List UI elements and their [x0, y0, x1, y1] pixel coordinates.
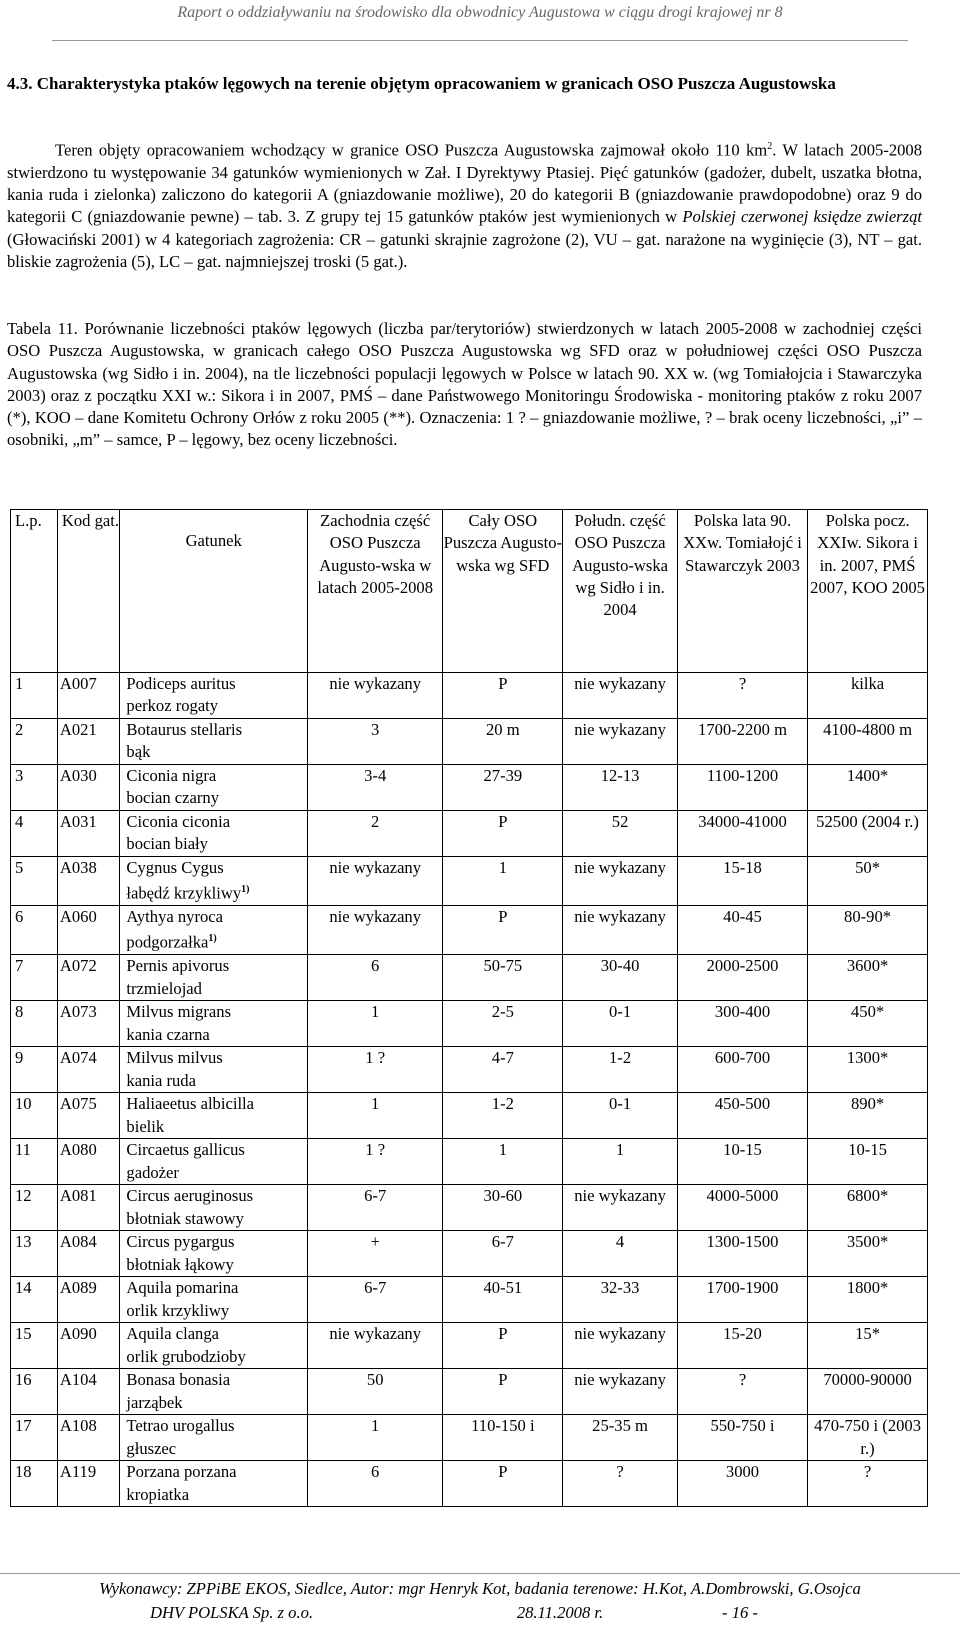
book-title: Polskiej czerwonej księdze zwierząt — [682, 207, 923, 227]
cell-lp: 14 — [11, 1277, 58, 1323]
polish-name — [126, 1438, 307, 1460]
cell-kod: A038 — [57, 857, 120, 906]
cell-zachodnia: + — [307, 1231, 442, 1277]
table-header-row — [11, 510, 928, 673]
latin-name: Podiceps auritus — [126, 674, 236, 693]
cell-caly-oso: 6-7 — [443, 1231, 563, 1277]
polish-name-text: kania czarna — [126, 1024, 210, 1044]
cell-poludniowa: 32-33 — [563, 1277, 678, 1323]
cell-lp: 6 — [11, 906, 58, 955]
latin-name: Cygnus Cygus — [126, 858, 224, 877]
cell-gatunek — [120, 1277, 308, 1323]
cell-polska-xxi: 15* — [808, 1323, 928, 1369]
cell-caly-oso: P — [443, 673, 563, 719]
polish-name-text: błotniak łąkowy — [126, 1254, 234, 1274]
cell-poludniowa: 30-40 — [563, 955, 678, 1001]
cell-lp: 8 — [11, 1001, 58, 1047]
polish-name — [126, 1346, 307, 1368]
latin-name: Aquila pomarina — [126, 1278, 239, 1298]
cell-polska-90: 15-20 — [677, 1323, 807, 1369]
cell-caly-oso: P — [443, 906, 563, 955]
cell-polska-xxi: 3600* — [808, 955, 928, 1001]
cell-caly-oso: P — [443, 811, 563, 857]
cell-polska-xxi: 4100-4800 m — [808, 719, 928, 765]
table-row — [11, 1001, 928, 1047]
cell-zachodnia: 3 — [307, 719, 442, 765]
cell-polska-90: 4000-5000 — [677, 1185, 807, 1231]
cell-caly-oso: 30-60 — [443, 1185, 563, 1231]
cell-polska-xxi: 470-750 i (2003 r.) — [808, 1415, 928, 1461]
cell-polska-90: 40-45 — [677, 906, 807, 955]
table-row — [11, 857, 928, 906]
cell-polska-xxi: 70000-90000 — [808, 1369, 928, 1415]
cell-polska-xxi: 52500 (2004 r.) — [808, 811, 928, 857]
cell-kod: A090 — [57, 1323, 120, 1369]
polish-name-text: gadożer — [126, 1162, 179, 1182]
cell-poludniowa: 1-2 — [563, 1047, 678, 1093]
cell-poludniowa: nie wykazany — [563, 1369, 678, 1415]
footer-authors: Wykonawcy: ZPPiBE EKOS, Siedlce, Autor: mgr Henryk Kot, badania terenowe: H.Kot, A.Dombrowski, G.Osojca — [99, 1579, 861, 1598]
cell-kod: A104 — [57, 1369, 120, 1415]
polish-name — [126, 833, 307, 855]
cell-kod: A089 — [57, 1277, 120, 1323]
cell-gatunek — [120, 765, 308, 811]
cell-kod: A108 — [57, 1415, 120, 1461]
table-row — [11, 811, 928, 857]
header-lp: L.p. — [11, 510, 58, 673]
polish-name-text: orlik krzykliwy — [126, 1300, 230, 1320]
superscript: 2 — [767, 141, 773, 152]
cell-polska-90: 1100-1200 — [677, 765, 807, 811]
cell-zachodnia: 6 — [307, 1461, 442, 1507]
cell-gatunek — [120, 955, 308, 1001]
footer-date: 28.11.2008 r. — [516, 1603, 604, 1622]
polish-name-text: perkoz rogaty — [126, 696, 219, 716]
cell-caly-oso: 2-5 — [443, 1001, 563, 1047]
footnote-marker: 1) — [241, 884, 250, 896]
polish-name — [126, 787, 307, 809]
cell-polska-90: ? — [677, 1369, 807, 1415]
cell-poludniowa: nie wykazany — [563, 1323, 678, 1369]
cell-polska-xxi: 10-15 — [808, 1139, 928, 1185]
latin-name: Aquila clanga — [126, 1324, 220, 1344]
cell-lp: 3 — [11, 765, 58, 811]
cell-lp: 15 — [11, 1323, 58, 1369]
polish-name — [126, 695, 307, 717]
cell-gatunek — [120, 1461, 308, 1507]
cell-poludniowa: 25-35 m — [563, 1415, 678, 1461]
cell-polska-xxi: 80-90* — [808, 906, 928, 955]
cell-polska-xxi: 3500* — [808, 1231, 928, 1277]
cell-caly-oso: 27-39 — [443, 765, 563, 811]
cell-kod: A007 — [57, 673, 120, 719]
cell-polska-90: 1300-1500 — [677, 1231, 807, 1277]
cell-zachodnia: 1 — [307, 1093, 442, 1139]
cell-polska-xxi: 1800* — [808, 1277, 928, 1323]
cell-kod: A073 — [57, 1001, 120, 1047]
cell-zachodnia: nie wykazany — [307, 673, 442, 719]
polish-name — [126, 1254, 307, 1276]
section-title: 4.3. Charakterystyka ptaków lęgowych na terenie objętym opracowaniem w granicach OSO Puszcza Augustowska — [7, 74, 836, 93]
cell-lp: 2 — [11, 719, 58, 765]
cell-caly-oso: P — [443, 1461, 563, 1507]
cell-poludniowa: nie wykazany — [563, 906, 678, 955]
paragraph-part-3: (Głowaciński 2001) w 4 kategoriach zagrożenia: CR – gatunki skrajnie zagrożone (2), VU – gat. narażone na wyginięcie (3), NT – gat. bliskie zagrożenia (5), LC – gat. najmniejszej troski (5 gat.). — [7, 229, 922, 272]
polish-name-text: podgorzałka — [126, 932, 209, 952]
cell-poludniowa: 0-1 — [563, 1093, 678, 1139]
cell-lp: 9 — [11, 1047, 58, 1093]
cell-polska-xxi: 1300* — [808, 1047, 928, 1093]
cell-zachodnia: 1 — [307, 1415, 442, 1461]
cell-lp: 4 — [11, 811, 58, 857]
polish-name — [126, 1024, 307, 1046]
cell-gatunek — [120, 906, 308, 955]
cell-poludniowa: nie wykazany — [563, 673, 678, 719]
cell-gatunek — [120, 1047, 308, 1093]
cell-lp: 7 — [11, 955, 58, 1001]
latin-name: Porzana porzana — [126, 1462, 237, 1482]
polish-name — [126, 879, 307, 905]
cell-zachodnia: 1 ? — [307, 1139, 442, 1185]
cell-polska-90: 1700-2200 m — [677, 719, 807, 765]
latin-name: Circaetus gallicus — [126, 1140, 245, 1160]
cell-kod: A021 — [57, 719, 120, 765]
cell-polska-xxi: kilka — [808, 673, 928, 719]
table-row — [11, 765, 928, 811]
cell-caly-oso: 50-75 — [443, 955, 563, 1001]
cell-kod: A119 — [57, 1461, 120, 1507]
cell-caly-oso: 1-2 — [443, 1093, 563, 1139]
paragraph-part-1: Teren objęty opracowaniem wchodzący w granice OSO Puszcza Augustowska zajmował około 110 km — [55, 140, 768, 160]
table-row — [11, 1093, 928, 1139]
header-kod: Kod gat. — [57, 510, 120, 673]
table-row — [11, 955, 928, 1001]
cell-gatunek — [120, 673, 308, 719]
cell-caly-oso: 20 m — [443, 719, 563, 765]
cell-poludniowa: 52 — [563, 811, 678, 857]
latin-name: Ciconia ciconia — [126, 812, 231, 831]
cell-polska-90: ? — [677, 673, 807, 719]
intro-paragraph — [7, 136, 922, 273]
footer-line2 — [0, 1602, 960, 1624]
cell-kod: A084 — [57, 1231, 120, 1277]
cell-polska-90: 15-18 — [677, 857, 807, 906]
cell-zachodnia: 3-4 — [307, 765, 442, 811]
table-row — [11, 1047, 928, 1093]
cell-lp: 12 — [11, 1185, 58, 1231]
header-polska-xxi: Polska pocz. XXIw. Sikora i in. 2007, PMŚ 2007, KOO 2005 — [808, 510, 928, 673]
cell-zachodnia: nie wykazany — [307, 906, 442, 955]
cell-gatunek — [120, 1139, 308, 1185]
cell-gatunek — [120, 1323, 308, 1369]
polish-name — [126, 1484, 307, 1506]
cell-polska-90: 600-700 — [677, 1047, 807, 1093]
cell-lp: 17 — [11, 1415, 58, 1461]
latin-name: Pernis apivorus — [126, 956, 230, 976]
cell-polska-xxi: 450* — [808, 1001, 928, 1047]
table-row — [11, 719, 928, 765]
cell-poludniowa: 12-13 — [563, 765, 678, 811]
polish-name — [126, 1162, 307, 1184]
cell-lp: 1 — [11, 673, 58, 719]
polish-name-text: bielik — [126, 1116, 165, 1136]
header-poludniowa: Połudn. część OSO Puszcza Augusto-wska wg Sidło i in. 2004 — [563, 510, 678, 673]
page-header: Raport o oddziaływaniu na środowisko dla obwodnicy Augustowa w ciągu drogi krajowej nr 8 — [177, 4, 783, 21]
latin-name: Haliaeetus albicilla — [126, 1094, 255, 1114]
cell-kod: A081 — [57, 1185, 120, 1231]
cell-polska-90: 10-15 — [677, 1139, 807, 1185]
polish-name — [126, 1070, 307, 1092]
polish-name-text: bocian biały — [126, 834, 208, 854]
latin-name: Circus pygargus — [126, 1232, 235, 1252]
polish-name-text: łabędź krzykliwy — [126, 883, 242, 903]
cell-zachodnia: 6-7 — [307, 1277, 442, 1323]
cell-poludniowa: 0-1 — [563, 1001, 678, 1047]
polish-name-text: kania ruda — [126, 1070, 196, 1090]
polish-name-text: kropiatka — [126, 1484, 190, 1504]
cell-caly-oso: 1 — [443, 857, 563, 906]
polish-name-text: bocian czarny — [126, 788, 220, 808]
latin-name: Aythya nyroca — [126, 907, 224, 927]
polish-name-text: błotniak stawowy — [126, 1208, 244, 1228]
cell-kod: A072 — [57, 955, 120, 1001]
cell-poludniowa: nie wykazany — [563, 719, 678, 765]
cell-lp: 18 — [11, 1461, 58, 1507]
cell-polska-xxi: 6800* — [808, 1185, 928, 1231]
cell-lp: 13 — [11, 1231, 58, 1277]
cell-lp: 5 — [11, 857, 58, 906]
latin-name: Milvus migrans — [126, 1002, 232, 1022]
paragraph-part-2: . W latach 2005-2008 stwierdzono tu występowanie 34 gatunków wymienionych w Zał. I Dyrektywy Ptasiej. Pięć gatunków (gadożer, dubelt, uszatka błotna, kania ruda i zielonka) zaliczono do kategorii A (gniazdowanie możliwe), 20 do kategorii B (gniazdowanie prawdopodobne) oraz 9 do kategorii C (gniazdowanie pewne) – tab. 3. Z grupy tej 15 gatunków ptaków jest wymienionych w — [7, 140, 923, 227]
cell-gatunek — [120, 1231, 308, 1277]
cell-polska-90: 1700-1900 — [677, 1277, 807, 1323]
cell-caly-oso: 1 — [443, 1139, 563, 1185]
latin-name: Bonasa bonasia — [126, 1370, 231, 1390]
cell-polska-90: 450-500 — [677, 1093, 807, 1139]
cell-kod: A074 — [57, 1047, 120, 1093]
latin-name: Tetrao urogallus — [126, 1416, 235, 1436]
cell-zachodnia: 6-7 — [307, 1185, 442, 1231]
table-row — [11, 1139, 928, 1185]
cell-polska-xxi: 50* — [808, 857, 928, 906]
footer-company: DHV POLSKA Sp. z o.o. — [150, 1603, 314, 1622]
cell-zachodnia: 2 — [307, 811, 442, 857]
birds-table — [10, 509, 928, 1507]
cell-kod: A030 — [57, 765, 120, 811]
table-row — [11, 1369, 928, 1415]
cell-gatunek — [120, 719, 308, 765]
cell-caly-oso: 110-150 i — [443, 1415, 563, 1461]
polish-name-text: jarząbek — [126, 1392, 183, 1412]
cell-polska-xxi: 890* — [808, 1093, 928, 1139]
cell-zachodnia: 1 — [307, 1001, 442, 1047]
polish-name — [126, 1208, 307, 1230]
table-row — [11, 1323, 928, 1369]
polish-name — [126, 741, 307, 763]
cell-poludniowa: 1 — [563, 1139, 678, 1185]
footnote-marker: 1) — [208, 933, 217, 945]
cell-caly-oso: P — [443, 1369, 563, 1415]
cell-gatunek — [120, 857, 308, 906]
footer-page: - 16 - — [722, 1603, 758, 1622]
cell-zachodnia: 1 ? — [307, 1047, 442, 1093]
latin-name: Botaurus stellaris — [126, 720, 243, 739]
header-divider — [52, 40, 908, 41]
polish-name-text: orlik grubodzioby — [126, 1346, 246, 1366]
cell-zachodnia: 50 — [307, 1369, 442, 1415]
polish-name-text: trzmielojad — [126, 978, 202, 998]
cell-zachodnia: 6 — [307, 955, 442, 1001]
table-row — [11, 673, 928, 719]
cell-gatunek — [120, 1185, 308, 1231]
latin-name: Ciconia nigra — [126, 766, 217, 785]
cell-kod: A060 — [57, 906, 120, 955]
cell-gatunek — [120, 1369, 308, 1415]
table-caption: Tabela 11. Porównanie liczebności ptaków lęgowych (liczba par/terytoriów) stwierdzonych w latach 2005-2008 w zachodniej części OSO Puszcza Augustowska, w granicach całego OSO Puszcza Augustowska wg SFD oraz w południowej części OSO Puszcza Augustowska (wg Sidło i in. 2004), na tle liczebności populacji lęgowych w Polsce w latach 90. XX w. (wg Tomiałojcia i Stawarczyka 2003) oraz z początku XXI w.: Sikora i in 2007, PMŚ – dane Państwowego Monitoringu Środowiska - monitoring ptaków z roku 2007 (*), KOO – dane Komitetu Ochrony Orłów z roku 2005 (**). Oznaczenia: 1 ? – gniazdowanie możliwe, ? – brak oceny liczebności, „i” – osobniki, „m” – samce, P – lęgowy, bez oceny liczebności. — [7, 319, 922, 450]
header-caly-oso: Cały OSO Puszcza Augusto-wska wg SFD — [443, 510, 563, 673]
header-polska-90: Polska lata 90. XXw. Tomiałojć i Stawarczyk 2003 — [677, 510, 807, 673]
cell-polska-90: 300-400 — [677, 1001, 807, 1047]
cell-gatunek — [120, 1415, 308, 1461]
polish-name — [126, 1116, 307, 1138]
table-body — [11, 673, 928, 1507]
table-row — [11, 1231, 928, 1277]
table-row — [11, 906, 928, 955]
cell-gatunek — [120, 1093, 308, 1139]
cell-poludniowa: nie wykazany — [563, 1185, 678, 1231]
cell-polska-90: 2000-2500 — [677, 955, 807, 1001]
polish-name — [126, 978, 307, 1000]
latin-name: Circus aeruginosus — [126, 1186, 254, 1206]
footer-divider — [0, 1573, 960, 1574]
table-row — [11, 1185, 928, 1231]
cell-polska-90: 34000-41000 — [677, 811, 807, 857]
cell-caly-oso: P — [443, 1323, 563, 1369]
table-row — [11, 1277, 928, 1323]
cell-kod: A080 — [57, 1139, 120, 1185]
cell-zachodnia: nie wykazany — [307, 857, 442, 906]
table-row — [11, 1461, 928, 1507]
cell-polska-xxi: ? — [808, 1461, 928, 1507]
cell-caly-oso: 40-51 — [443, 1277, 563, 1323]
cell-poludniowa: nie wykazany — [563, 857, 678, 906]
table-row — [11, 1415, 928, 1461]
cell-lp: 16 — [11, 1369, 58, 1415]
cell-caly-oso: 4-7 — [443, 1047, 563, 1093]
polish-name — [126, 1392, 307, 1414]
header-zachodnia: Zachodnia część OSO Puszcza Augusto-wska w latach 2005-2008 — [307, 510, 442, 673]
cell-poludniowa: ? — [563, 1461, 678, 1507]
cell-polska-90: 3000 — [677, 1461, 807, 1507]
cell-lp: 11 — [11, 1139, 58, 1185]
cell-polska-90: 550-750 i — [677, 1415, 807, 1461]
cell-poludniowa: 4 — [563, 1231, 678, 1277]
polish-name-text: bąk — [126, 742, 151, 762]
polish-name — [126, 928, 307, 954]
cell-gatunek — [120, 1001, 308, 1047]
cell-kod: A075 — [57, 1093, 120, 1139]
cell-polska-xxi: 1400* — [808, 765, 928, 811]
cell-kod: A031 — [57, 811, 120, 857]
latin-name: Milvus milvus — [126, 1048, 223, 1068]
header-gatunek: Gatunek — [120, 510, 308, 673]
cell-zachodnia: nie wykazany — [307, 1323, 442, 1369]
polish-name-text: głuszec — [126, 1438, 177, 1458]
cell-lp: 10 — [11, 1093, 58, 1139]
cell-gatunek — [120, 811, 308, 857]
polish-name — [126, 1300, 307, 1322]
